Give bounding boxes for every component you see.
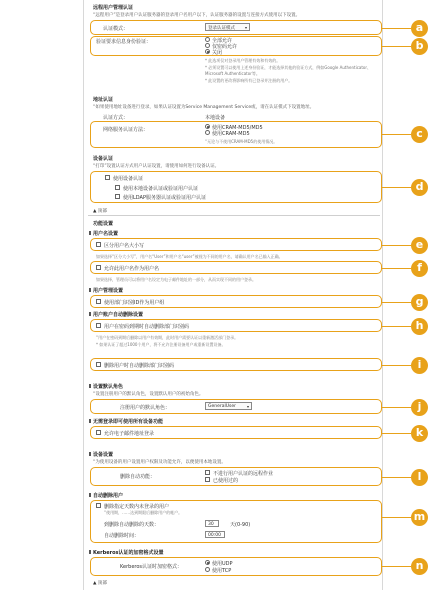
callout-c: c xyxy=(411,126,428,143)
section-desc-device-auth: “打印”设置认证方式用户认证设置，请使用如何进行设备认证。 xyxy=(93,164,220,169)
group-title-allow-login: 无需登录即可使用所有设备功能 xyxy=(93,419,164,425)
default-role-select[interactable]: GeneralUser ▾ xyxy=(205,402,252,410)
delete-days-input[interactable]: 30 xyxy=(205,520,219,527)
callout-b: b xyxy=(411,38,428,55)
callout-d: d xyxy=(411,179,428,196)
delete-user-dept-label: 删除用户时自动删除部门识别码 xyxy=(104,363,175,369)
delete-time-input[interactable]: 00:00 xyxy=(205,531,225,538)
pw-expire-delete-checkbox[interactable] xyxy=(96,323,101,328)
leader-k xyxy=(382,433,411,434)
delete-time-label: 自动删除时间： xyxy=(104,533,140,539)
kerberos-opt-udp: 使用UDP xyxy=(212,561,233,567)
leader-b xyxy=(382,46,411,47)
callout-h: h xyxy=(411,318,428,335)
auth-mode-label: 认证模式： xyxy=(103,26,129,32)
remote-job-checkbox[interactable] xyxy=(205,470,210,475)
callout-n: n xyxy=(411,558,428,575)
auto-delete-note: “使用期，……达到期限后删除用户的帐户。 xyxy=(104,510,183,515)
group-title-device-settings: 设备设置 xyxy=(93,452,114,458)
callout-g: g xyxy=(411,294,428,311)
network-opt-cram: 使用CRAM-MD5 xyxy=(212,131,250,137)
callout-l: l xyxy=(411,469,428,486)
network-radio-md5[interactable] xyxy=(205,124,210,129)
kerberos-enc-label: Kerberos认证时加密格式： xyxy=(120,564,183,570)
group-title-auto-delete: 自动删除用户 xyxy=(93,493,124,499)
section-title-address-auth: 地址认证 xyxy=(93,97,114,103)
network-auth-label: 网络服务认证方法： xyxy=(103,127,149,133)
device-auth-sub2-checkbox[interactable] xyxy=(115,194,120,199)
pw-expire-delete-label: 用户在密码到期时自动删除部门识别码 xyxy=(104,324,190,330)
method-radio-off[interactable] xyxy=(205,49,210,54)
pw-timeout-note-2: * 如果认证了超过1000个用户，将不允许注册设备用户或重新设置设备。 xyxy=(96,342,226,347)
leader-d xyxy=(382,187,411,188)
leader-n xyxy=(382,566,411,567)
allow-email-login-checkbox[interactable] xyxy=(96,430,101,435)
case-sensitive-checkbox[interactable] xyxy=(96,242,101,247)
leader-m xyxy=(382,517,411,518)
back-to-top-link-bottom[interactable]: ▲ 顶部 xyxy=(93,581,107,586)
method-radio-pw[interactable] xyxy=(205,43,210,48)
callout-m: m xyxy=(411,509,428,526)
group-title-default-role: 设置默认角色 xyxy=(93,384,124,390)
pw-timeout-note-1: “用户在密码到期后删除以用户有效期，此时用户需要认证以重新激活部门登录。 xyxy=(96,335,239,340)
leader-f xyxy=(382,268,411,269)
device-auth-sub2-label: 使用LDAP服务器认证或验证用户认证 xyxy=(123,195,206,201)
group-title-kerberos-enc: Kerberos认证的加密格式设置 xyxy=(93,550,164,556)
callout-k: k xyxy=(411,425,428,442)
section-desc-address-auth: “如果使用地址设备进行登录，如果认证设置为Service Management Service或，请在认证模式下设置地址。 xyxy=(93,105,315,110)
email-username-label: 允许此用户名作为用户名 xyxy=(104,266,160,272)
method-opt-off: 关闭 xyxy=(212,50,223,56)
delete-auto-label: 删除自动功能： xyxy=(120,474,156,480)
back-to-top-link[interactable]: ▲ 顶部 xyxy=(93,209,107,214)
device-settings-desc: “为使用设备的用户设置用户权限及功能允许，以便使用本地设置。 xyxy=(93,460,226,465)
dept-id-label: 使用部门识别ID作为用户组 xyxy=(104,300,165,306)
method-opt-all: 全部允许 xyxy=(212,38,233,44)
method-opt-pw: 仅密码允许 xyxy=(212,44,238,50)
email-username-note: 如果选择，管理员可以将用户名设定为电子邮件地址的一部分，从而实现不同的用户登录。 xyxy=(96,277,256,282)
remote-note-1: * 此选项仅对登录用户管理有效和有效的。 xyxy=(205,58,281,63)
network-opt-md5: 使用CRAM-MD5/MD5 xyxy=(212,125,263,131)
section-divider xyxy=(88,215,380,216)
section-title-functions: 功能设置 xyxy=(93,221,114,227)
allow-email-login-label: 允许电子邮件地址登录 xyxy=(104,431,155,437)
dept-id-checkbox[interactable] xyxy=(96,299,101,304)
callout-a: a xyxy=(411,20,428,37)
network-note: “无论与不使用CRAM-MD5的使用情况。 xyxy=(205,139,278,144)
leader-e xyxy=(382,245,411,246)
delete-days-unit: 天(0-90) xyxy=(230,522,251,528)
kerberos-radio-tcp[interactable] xyxy=(205,567,210,572)
network-radio-cram[interactable] xyxy=(205,130,210,135)
case-sensitive-note: 如果选择“区分大小写”，用户名“User”和用户名“user”被视为不同的用户名，请确认用户名已输入正确。 xyxy=(96,254,283,259)
verification-method-label: 验证要求信息身份验证： xyxy=(96,39,152,45)
default-role-label: 注册用户的默认角色： xyxy=(120,405,171,411)
used-label: 已使用过的 xyxy=(213,478,239,484)
device-auth-label: 使用设备认证 xyxy=(113,176,144,182)
remote-note-4: * 此设置的更改将影响所有已登录并注册的用户。 xyxy=(205,78,293,83)
section-title-remote-auth: 远程用户管理认证 xyxy=(93,5,134,11)
leader-j xyxy=(382,407,411,408)
device-auth-sub1-label: 使用本地设备认证或验证用户认证 xyxy=(123,186,199,192)
remote-job-label: 不进行用户认证的远程作业 xyxy=(213,471,274,477)
auth-mode-select[interactable]: 登录认证模式 ▾ xyxy=(205,23,250,31)
section-title-device-auth: 设备认证 xyxy=(93,156,114,162)
device-auth-checkbox[interactable] xyxy=(105,175,110,180)
device-auth-sub1-checkbox[interactable] xyxy=(115,185,120,190)
auto-delete-checkbox[interactable] xyxy=(96,503,101,508)
kerberos-opt-tcp: 使用TCP xyxy=(212,568,232,574)
callout-e: e xyxy=(411,237,428,254)
group-title-pw-timeout: 用户账户自动删除设置 xyxy=(93,312,144,318)
callout-f: f xyxy=(411,260,428,277)
section-desc-remote-auth: “远程用户”是登录用户认证服务器的登录用户名用户以下，认证服务器的设置与连接方式使用以下设置。 xyxy=(93,13,301,18)
leader-h xyxy=(382,326,411,327)
callout-i: i xyxy=(411,357,428,374)
callout-j: j xyxy=(411,399,428,416)
leader-i xyxy=(382,365,411,366)
delete-days-label: 到删除自动删除的天数： xyxy=(104,522,160,528)
used-checkbox[interactable] xyxy=(205,477,210,482)
default-role-desc: “设置注册用户的默认角色，设置默认用户的初始角色。 xyxy=(93,392,204,397)
leader-c xyxy=(382,134,411,135)
delete-user-dept-checkbox[interactable] xyxy=(96,362,101,367)
leader-l xyxy=(382,477,411,478)
case-sensitive-label: 区分用户名大小写 xyxy=(104,243,145,249)
address-mode-value: 本地设备 xyxy=(205,115,226,121)
group-title-username: 用户名设置 xyxy=(93,231,119,237)
email-username-checkbox[interactable] xyxy=(96,265,101,270)
leader-g xyxy=(382,302,411,303)
method-radio-all[interactable] xyxy=(205,37,210,42)
kerberos-radio-udp[interactable] xyxy=(205,560,210,565)
remote-note-2: * 必须设置可以使用上述身份验证，才能选择其他的验证方式，例如Google Authenticator、 xyxy=(205,65,372,70)
auto-delete-label: 删除指定天数内未登录的用户 xyxy=(104,504,170,510)
leader-a xyxy=(382,28,411,29)
remote-note-3: Microsoft Authenticator等。 xyxy=(205,71,260,76)
group-title-admin: 用户管理设置 xyxy=(93,288,124,294)
address-mode-label: 认证方式： xyxy=(103,115,129,121)
